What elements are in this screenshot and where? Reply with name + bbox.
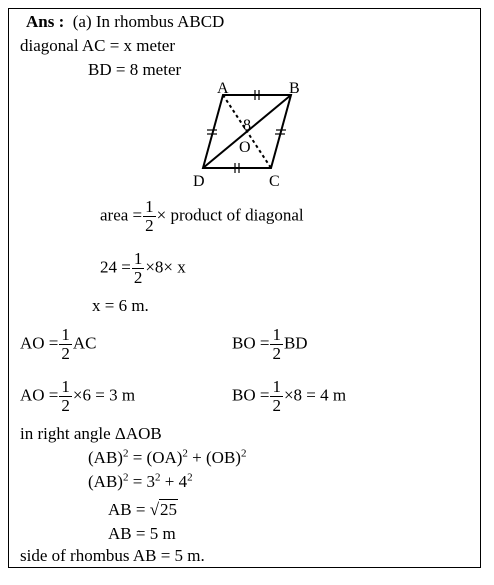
vertex-d-label: D [193, 173, 205, 190]
answer-header [26, 12, 224, 32]
area-formula: area = $\frac{1}{2}$ × product of diagonal [100, 197, 304, 235]
given-diagonal-ac: diagonal AC = x meter [20, 36, 176, 55]
ab-square-root: AB = √25 [108, 500, 178, 519]
ao-value: AO = $\frac{1}{2}$ ×6 = 3 m [20, 377, 136, 415]
bo-half-bd: BO = $\frac{1}{2}$ BD [232, 325, 308, 363]
bo-value: BO = $\frac{1}{2}$ ×8 = 4 m [232, 377, 347, 415]
ao-half-ac: AO = $\frac{1}{2}$ AC [20, 325, 97, 363]
vertex-a-label: A [217, 80, 229, 97]
given-diagonal-bd: BD = 8 meter [88, 60, 182, 79]
pythagoras-step-2: $(AB)^2 = 3^2 + 4^2$ [88, 471, 193, 491]
diagonal-length-label: 8 [243, 117, 251, 134]
ans-label: Ans : [26, 12, 65, 31]
center-o-label: O [239, 139, 251, 156]
triangle-statement: in right angle ΔAOB [20, 424, 162, 443]
area-equation: 24 = $\frac{1}{2}$ ×8× x [100, 249, 186, 287]
pythagoras-step-1: (AB)$^2$ = (OA)$^2$ + (OB)$^2$ [88, 447, 247, 467]
conclusion: side of rhombus AB = 5 m. [20, 546, 205, 565]
vertex-c-label: C [269, 173, 280, 190]
ab-value: AB = 5 m [108, 524, 176, 543]
rhombus-figure [185, 78, 305, 190]
vertex-b-label: B [289, 80, 300, 97]
part-label: (a) In rhombus ABCD [72, 12, 225, 31]
x-result: x = 6 m. [92, 296, 149, 315]
